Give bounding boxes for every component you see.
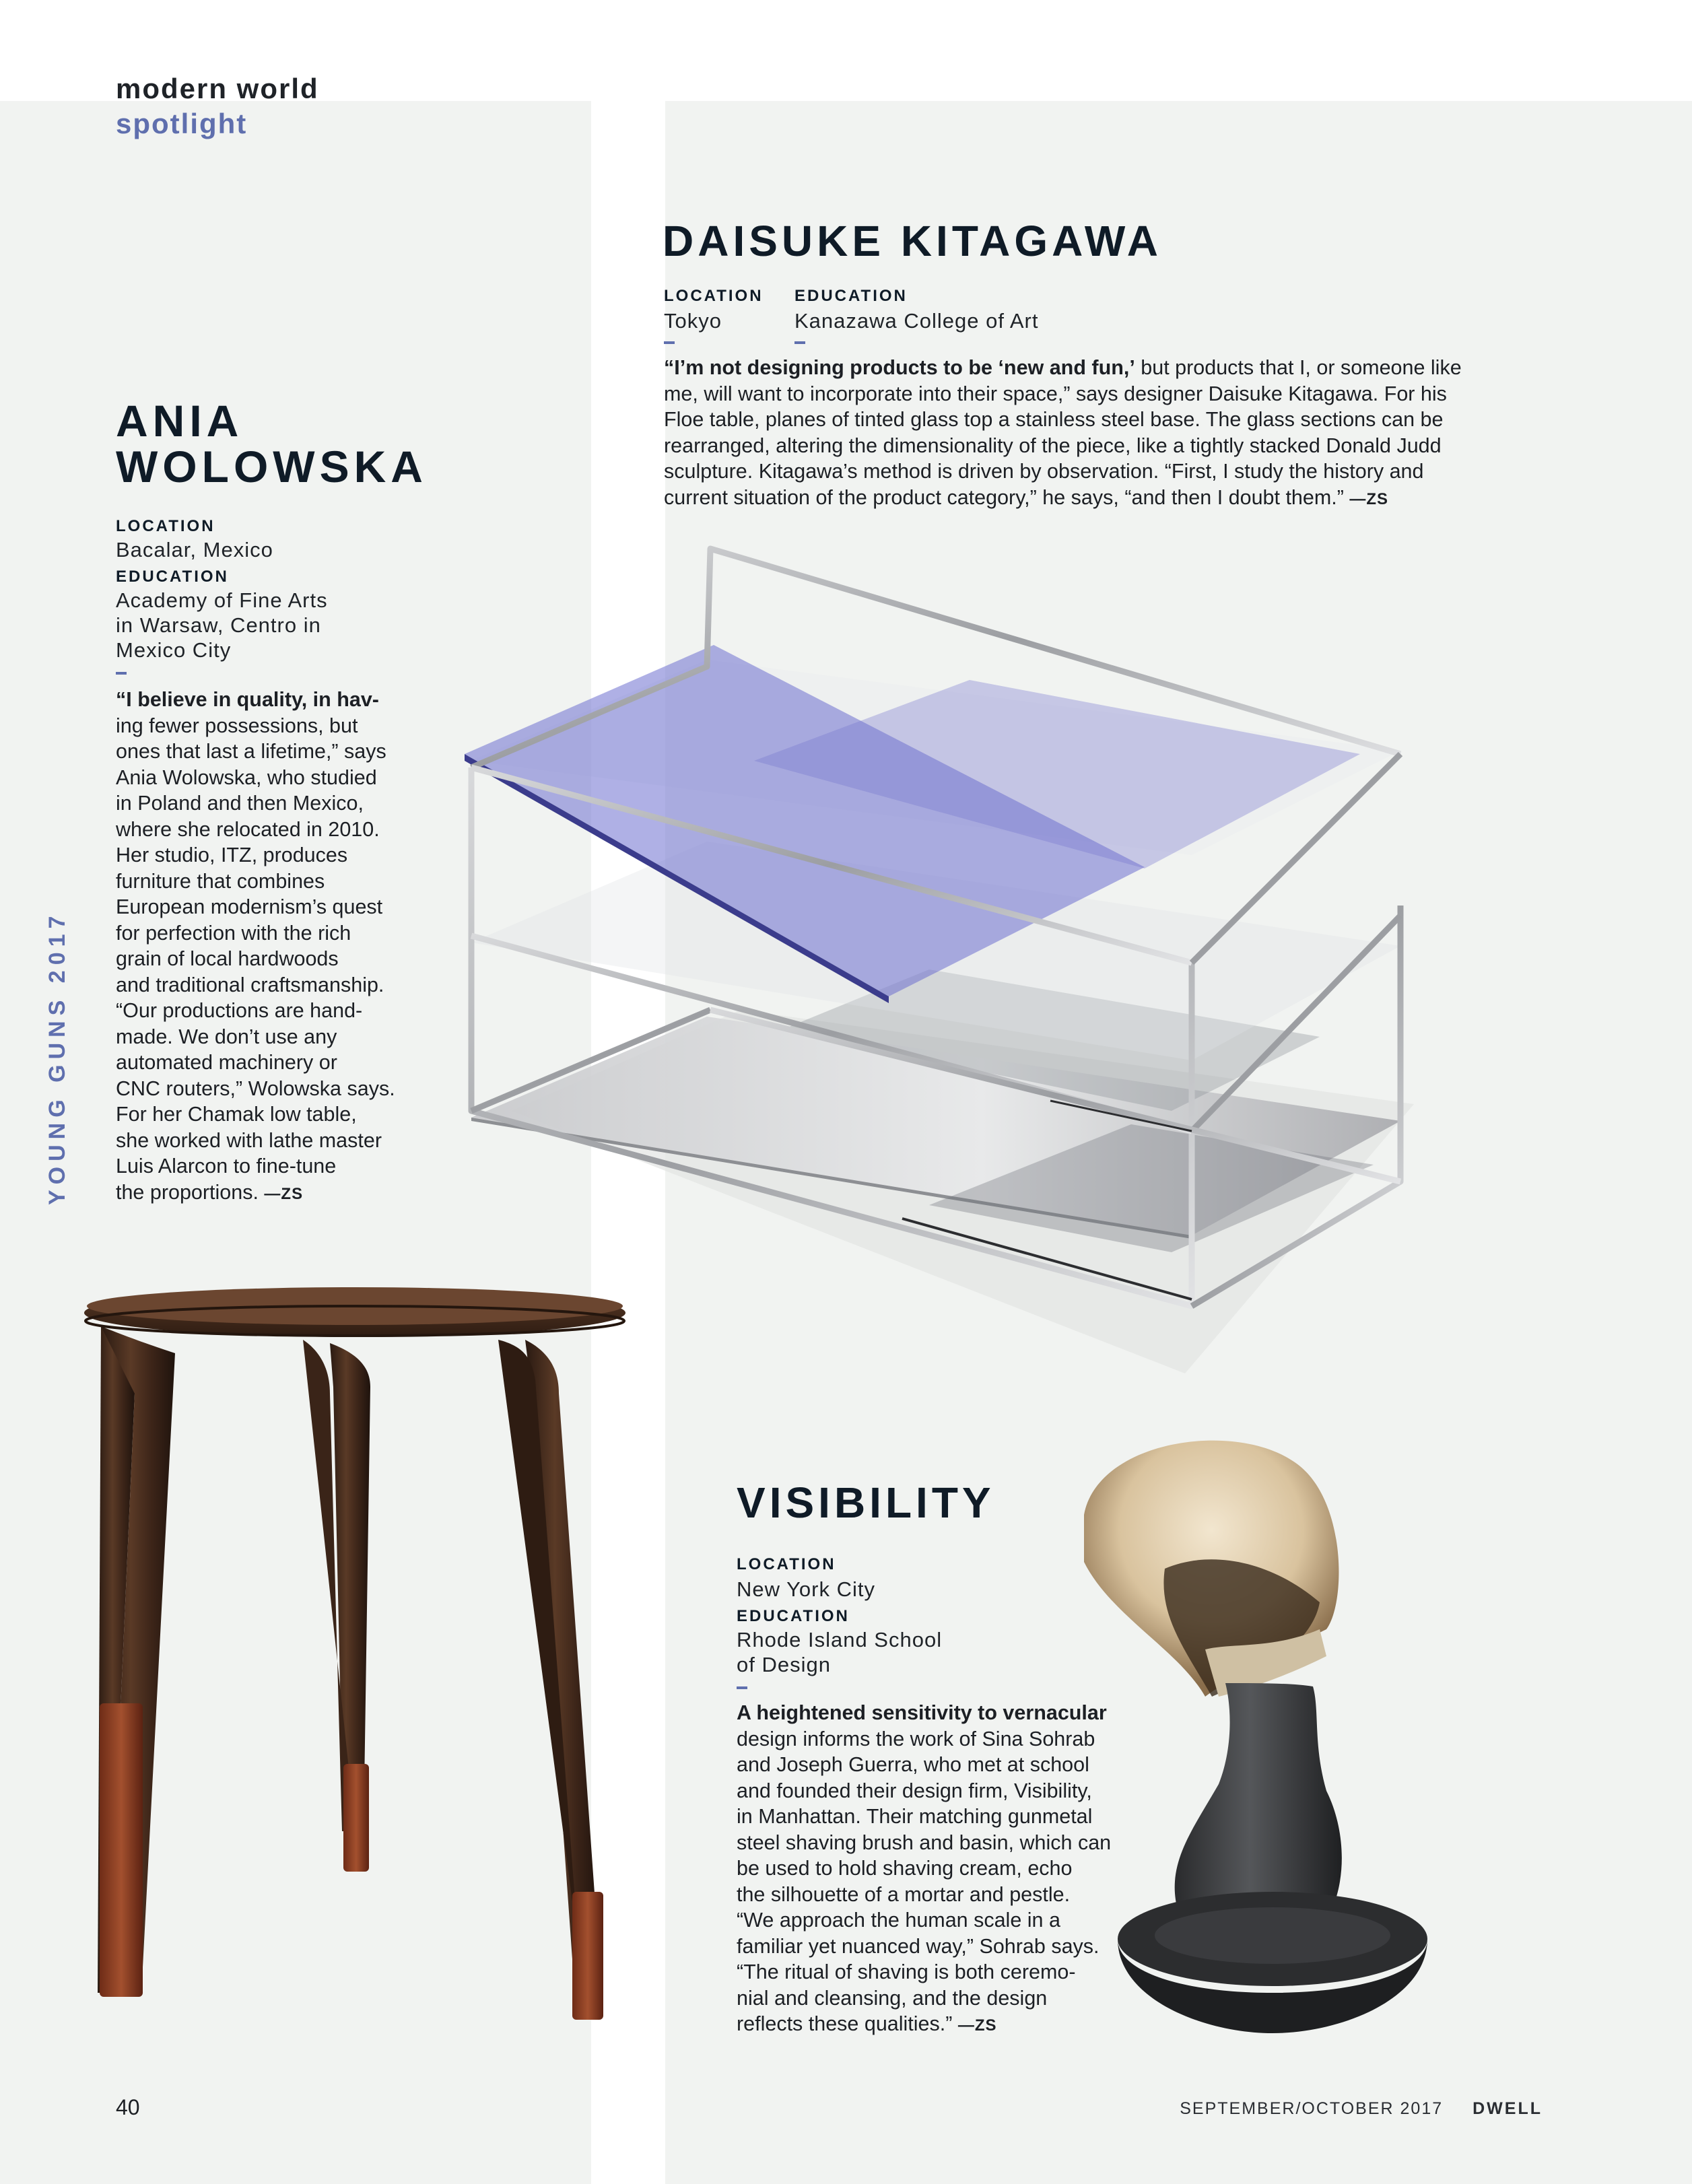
visibility-education-label: EDUCATION [737,1607,850,1625]
body-line-text: reflects these qualities.” [737,2012,953,2035]
body-line [116,1180,426,1208]
daisuke-name: DAISUKE KITAGAWA [663,217,1162,265]
body-lead-bold: A heightened sensitivity to vernacular [737,1701,1107,1724]
visibility-location-label: LOCATION [737,1555,836,1573]
accent-dash [116,672,127,675]
body-line-text: current situation of the product category,” he says, “and then I doubt them.” [664,485,1344,509]
shaving-brush-image [1071,1427,1515,2047]
body-line: automated machinery or [116,1051,337,1074]
daisuke-meta [664,287,1558,344]
body-line: in Manhattan. Their matching gunmetal [737,1805,1093,1828]
body-lead [116,687,426,713]
body-line: grain of local hardwoods [116,947,339,970]
daisuke-education: Kanazawa College of Art [794,309,1039,333]
body-line: Floe table, planes of tinted glass top a stainless steel base. The glass sections can be [664,408,1444,431]
ania-education [116,588,426,662]
body-line: sculpture. Kitagawa’s method is driven by observation. “First, I study the history and [664,460,1424,483]
body-line: European modernism’s quest [116,895,383,918]
signature: —ZS [957,2016,997,2035]
page-number: 40 [116,2095,140,2119]
body-line: “Our productions are hand- [116,999,363,1022]
body-lead-bold: “I believe in quality, in hav- [116,688,379,711]
daisuke-education-label: EDUCATION [794,287,908,305]
visibility-name: VISIBILITY [737,1478,995,1527]
ania-education-line: Academy of Fine Arts [116,588,328,612]
daisuke-location-label: LOCATION [664,287,764,305]
body-line [664,485,1558,513]
body-line: and founded their design firm, Visibility, [737,1779,1092,1802]
body-line: be used to hold shaving cream, echo [737,1857,1073,1880]
body-line: Luis Alarcon to fine-tune [116,1155,337,1178]
body-line-text: the proportions. [116,1180,259,1204]
body-line: ing fewer possessions, but [116,714,358,737]
footer-credit [1180,2099,1543,2119]
daisuke-body [664,355,1558,512]
chamak-table-image [61,1279,653,2040]
body-line: where she relocated in 2010. [116,817,380,841]
ania-education-line: in Warsaw, Centro in [116,613,321,637]
body-line-text: but products that I, or someone like [1135,356,1462,379]
accent-dash [664,341,675,344]
signature: —ZS [264,1184,304,1203]
ania-location-label: LOCATION [116,517,215,535]
body-line: Ania Wolowska, who studied [116,765,377,789]
daisuke-profile [663,219,1558,512]
body-line: steel shaving brush and basin, which can [737,1831,1112,1854]
body-line: CNC routers,” Wolowska says. [116,1077,395,1100]
body-line: Her studio, ITZ, produces [116,844,348,866]
body-line: “The ritual of shaving is both ceremo- [737,1960,1076,1983]
body-line: in Poland and then Mexico, [116,792,364,815]
side-label: YOUNG GUNS 2017 [44,910,70,1205]
body-line: rearranged, altering the dimensionality of the piece, like a tightly stacked Donald Judd [664,434,1442,457]
signature: —ZS [1349,489,1389,508]
daisuke-education-col [794,287,1039,344]
body-line: For her Chamak low table, [116,1103,357,1126]
body-line: and traditional craftsmanship. [116,973,384,996]
floe-table-image [458,539,1629,1387]
ania-body [116,687,426,1207]
ania-profile [116,396,428,1207]
body-line: for perfection with the rich [116,921,351,945]
visibility-location: New York City [737,1577,875,1601]
body-line: ones that last a lifetime,” says [116,740,386,763]
daisuke-location: Tokyo [664,309,722,333]
accent-dash [794,341,805,344]
daisuke-location-col [664,287,794,344]
body-line: nial and cleansing, and the design [737,1986,1048,2010]
body-line: she worked with lathe master [116,1128,382,1152]
body-line [664,355,1558,381]
visibility-education-line: Rhode Island School [737,1628,943,1651]
body-line: and Joseph Guerra, who met at school [737,1753,1089,1776]
ania-education-label: EDUCATION [116,568,229,586]
visibility-education-line: of Design [737,1653,831,1676]
body-line: me, will want to incorporate into their space,” says designer Daisuke Kitagawa. For his [664,382,1447,405]
body-line: familiar yet nuanced way,” Sohrab says. [737,1934,1099,1958]
body-lead-bold: “I’m not designing products to be ‘new and fun,’ [664,356,1135,379]
ania-location: Bacalar, Mexico [116,538,273,561]
body-line: “We approach the human scale in a [737,1909,1060,1932]
section-subtitle: spotlight [116,108,248,139]
body-line: furniture that combines [116,869,325,893]
magazine-name: DWELL [1473,2099,1543,2118]
body-line: the silhouette of a mortar and pestle. [737,1882,1071,1906]
accent-dash [737,1686,747,1689]
body-line: design informs the work of Sina Sohrab [737,1727,1095,1750]
ania-education-line: Mexico City [116,638,232,662]
section-title: modern world [116,73,319,104]
ania-name-line1: ANIA [116,396,244,446]
ania-name-line2: WOLOWSKA [116,442,428,491]
issue-date: SEPTEMBER/OCTOBER 2017 [1180,2099,1444,2118]
body-line: made. We don’t use any [116,1025,337,1048]
